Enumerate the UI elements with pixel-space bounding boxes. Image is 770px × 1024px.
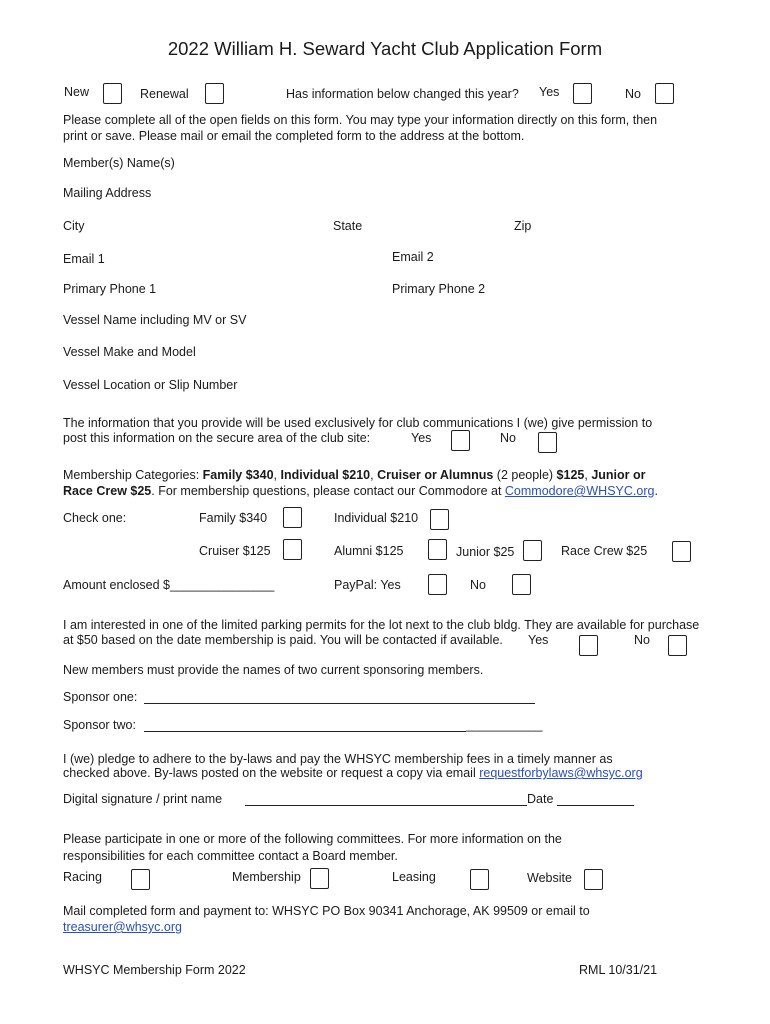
racing-checkbox[interactable] (131, 869, 150, 890)
cruiser-checkbox[interactable] (283, 539, 302, 560)
state-label[interactable]: State (333, 219, 363, 233)
membership-categories (63, 467, 658, 499)
period: . (654, 484, 658, 498)
changed-no-label: No (625, 87, 641, 101)
cruiser-label: Cruiser $125 (199, 544, 271, 558)
parking-no-label: No (634, 633, 650, 647)
sep: , (273, 468, 281, 482)
zip-label[interactable]: Zip (514, 219, 532, 233)
membership-label: Membership (232, 870, 301, 884)
vessel-make-label[interactable]: Vessel Make and Model (63, 345, 196, 359)
category-individual: Individual $210 (280, 468, 371, 482)
website-label: Website (527, 871, 572, 885)
individual-checkbox[interactable] (430, 509, 449, 530)
sep: , (370, 468, 378, 482)
new-label: New (64, 85, 90, 99)
category-race-crew: Race Crew $25 (63, 484, 152, 498)
check-one-label: Check one: (63, 511, 127, 525)
privacy-line1: The information that you provide will be used exclusively for club communications I (we) give permission to (63, 416, 653, 430)
website-checkbox[interactable] (584, 869, 603, 890)
category-cruiser: Cruiser or Alumnus (377, 468, 494, 482)
parking-yes-checkbox[interactable] (579, 635, 598, 656)
category-cruiser-price: $125 (556, 468, 585, 482)
category-family: Family $340 (202, 468, 274, 482)
family-checkbox[interactable] (283, 507, 302, 528)
vessel-name-label[interactable]: Vessel Name including MV or SV (63, 313, 247, 327)
commodore-text: . For membership questions, please contact our Commodore at (151, 484, 505, 498)
family-label: Family $340 (199, 511, 268, 525)
signature-field[interactable] (245, 805, 527, 806)
pledge-line2-text: checked above. By-laws posted on the website or request a copy via email (63, 766, 480, 780)
commodore-email-link[interactable]: Commodore@WHSYC.org (504, 484, 655, 498)
category-junior: Junior or (591, 468, 646, 482)
parking-no-checkbox[interactable] (668, 635, 687, 656)
pledge-line1: I (we) pledge to adhere to the by-laws and pay the WHSYC membership fees in a timely manner as (63, 752, 613, 766)
sep: , (584, 468, 592, 482)
race-crew-checkbox[interactable] (672, 541, 691, 562)
parking-line1: I am interested in one of the limited parking permits for the lot next to the club bldg. They are available for purchase (63, 618, 700, 632)
racing-label: Racing (63, 870, 102, 884)
privacy-no-checkbox[interactable] (538, 432, 557, 453)
new-checkbox[interactable] (103, 83, 122, 104)
parking-yes-label: Yes (528, 633, 549, 647)
renewal-label: Renewal (140, 87, 189, 101)
committees-line2: responsibilities for each committee contact a Board member. (63, 849, 398, 863)
changed-yes-checkbox[interactable] (573, 83, 592, 104)
mailing-address-label[interactable]: Mailing Address (63, 186, 152, 200)
membership-checkbox[interactable] (310, 868, 329, 889)
date-label: Date (527, 792, 554, 806)
members-name-label[interactable]: Member(s) Name(s) (63, 156, 175, 170)
phone1-label[interactable]: Primary Phone 1 (63, 282, 157, 296)
pledge-line2 (63, 766, 643, 782)
paypal-no-label: No (470, 578, 486, 592)
date-field[interactable] (557, 805, 634, 806)
parking-line2: at $50 based on the date membership is paid. You will be contacted if available. (63, 633, 503, 647)
instructions-line2: print or save. Please mail or email the completed form to the address at the bottom. (63, 129, 525, 143)
individual-label: Individual $210 (334, 511, 419, 525)
category-people: (2 people) (493, 468, 557, 482)
paypal-yes-label: PayPal: Yes (334, 578, 401, 592)
phone2-label[interactable]: Primary Phone 2 (392, 282, 486, 296)
alumni-checkbox[interactable] (428, 539, 447, 560)
privacy-yes-checkbox[interactable] (451, 430, 470, 451)
alumni-label: Alumni $125 (334, 544, 404, 558)
privacy-yes-label: Yes (411, 431, 432, 445)
sponsor-one-label: Sponsor one: (63, 690, 138, 704)
junior-checkbox[interactable] (523, 540, 542, 561)
race-crew-label: Race Crew $25 (561, 544, 648, 558)
privacy-line2: post this information on the secure area of the club site: (63, 431, 371, 445)
footer-right: RML 10/31/21 (579, 963, 658, 977)
bylaws-email-link[interactable]: requestforbylaws@whsyc.org (479, 766, 643, 780)
amount-enclosed[interactable]: Amount enclosed $_______________ (63, 578, 275, 592)
instructions-line1: Please complete all of the open fields on this form. You may type your information directly on this form, then (63, 113, 658, 127)
leasing-label: Leasing (392, 870, 436, 884)
paypal-yes-checkbox[interactable] (428, 574, 447, 595)
email1-label[interactable]: Email 1 (63, 252, 105, 266)
treasurer-email-link[interactable]: treasurer@whsyc.org (63, 920, 182, 934)
categories-intro: Membership Categories: (63, 468, 203, 482)
renewal-checkbox[interactable] (205, 83, 224, 104)
email2-label[interactable]: Email 2 (392, 250, 434, 264)
vessel-location-label[interactable]: Vessel Location or Slip Number (63, 378, 238, 392)
sponsor-one-field[interactable] (144, 703, 535, 704)
footer-left: WHSYC Membership Form 2022 (63, 963, 246, 977)
signature-label: Digital signature / print name (63, 792, 223, 806)
sponsor-two-label: Sponsor two: (63, 718, 136, 732)
changed-yes-label: Yes (539, 85, 560, 99)
committees-line1: Please participate in one or more of the following committees. For more information on the (63, 832, 562, 846)
sponsor-two-field[interactable] (144, 731, 466, 732)
sponsor-note: New members must provide the names of two current sponsoring members. (63, 663, 484, 677)
mail-line1: Mail completed form and payment to: WHSYC PO Box 90341 Anchorage, AK 99509 or email to (63, 904, 590, 918)
changed-no-checkbox[interactable] (655, 83, 674, 104)
privacy-no-label: No (500, 431, 516, 445)
city-label[interactable]: City (63, 219, 85, 233)
leasing-checkbox[interactable] (470, 869, 489, 890)
paypal-no-checkbox[interactable] (512, 574, 531, 595)
junior-label: Junior $25 (456, 545, 515, 559)
instructions (63, 112, 657, 144)
changed-question: Has information below changed this year? (286, 87, 519, 101)
form-title: 2022 William H. Seward Yacht Club Application Form (167, 38, 603, 59)
sponsor-two-trailer: ___________ (466, 718, 543, 732)
